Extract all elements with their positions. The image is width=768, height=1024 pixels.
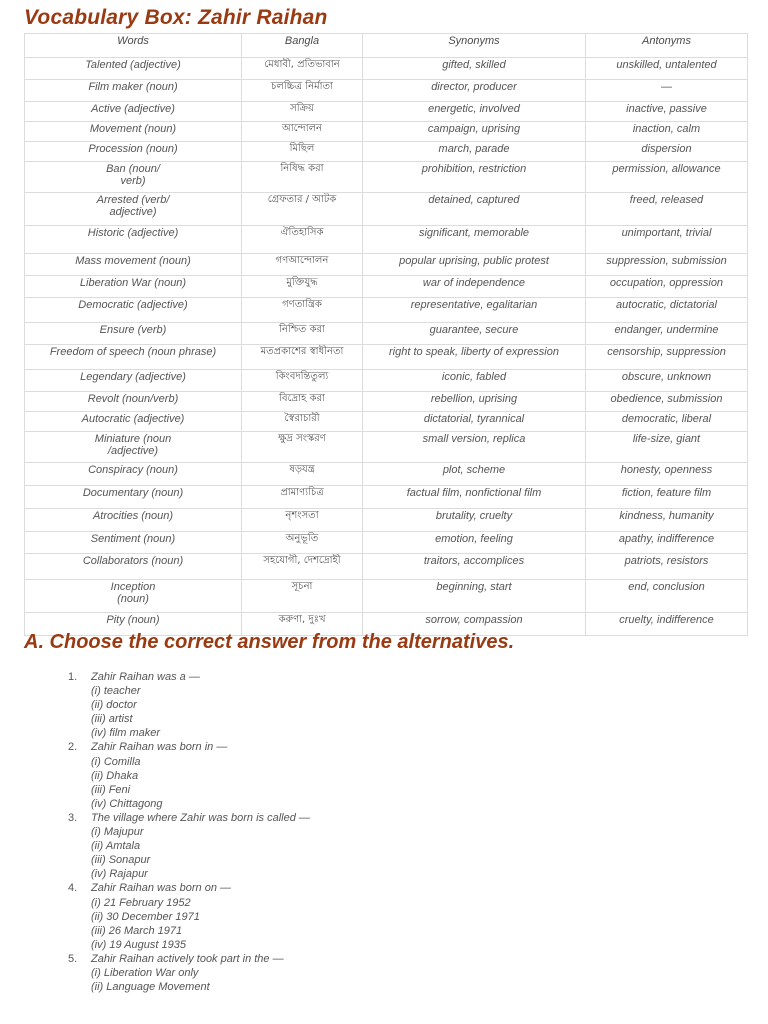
answer-option: (iii) Feni (91, 783, 131, 796)
answer-option: (i) Liberation War only (91, 966, 199, 979)
cell-antonyms: obedience, submission (586, 392, 748, 412)
table-row (25, 463, 748, 486)
cell-antonyms: dispersion (586, 142, 748, 162)
table-row (25, 142, 748, 162)
cell-word: Active (adjective) (25, 102, 242, 122)
cell-synonyms: emotion, feeling (363, 532, 586, 554)
table-row (25, 276, 748, 298)
cell-antonyms: inaction, calm (586, 122, 748, 142)
answer-option: (iv) Chittagong (91, 797, 163, 810)
table-row (25, 432, 748, 463)
page-title: Vocabulary Box: Zahir Raihan (24, 6, 328, 29)
cell-synonyms: factual film, nonfictional film (363, 486, 586, 509)
cell-word: Democratic (adjective) (25, 298, 242, 323)
cell-word: Ban (noun/ verb) (25, 162, 242, 193)
cell-bangla: মেধাবী, প্রতিভাবান (242, 58, 363, 80)
cell-bangla: বিদ্রোহ করা (242, 392, 363, 412)
cell-antonyms: obscure, unknown (586, 370, 748, 392)
question-number: 4. (68, 882, 78, 895)
answer-option: (iv) film maker (91, 727, 161, 740)
cell-synonyms: sorrow, compassion (363, 613, 586, 636)
answer-option: (iv) 19 August 1935 (91, 938, 186, 951)
section-a-heading: A. Choose the correct answer from the alternatives. (24, 631, 515, 653)
cell-bangla: সক্রিয় (242, 102, 363, 122)
cell-word: Revolt (noun/verb) (25, 392, 242, 412)
question-item (68, 740, 310, 810)
cell-word: Historic (adjective) (25, 226, 242, 254)
cell-bangla: সহযোগী, দেশদ্রোহী (242, 554, 363, 580)
cell-bangla: গণআন্দোলন (242, 254, 363, 276)
header-bangla: Bangla (242, 34, 363, 58)
table-row (25, 226, 748, 254)
cell-antonyms: — (586, 80, 748, 102)
cell-word: Film maker (noun) (25, 80, 242, 102)
question-number: 1. (68, 671, 78, 683)
answer-option: (iii) Sonapur (91, 854, 151, 867)
header-synonyms: Synonyms (363, 34, 586, 58)
cell-word: Mass movement (noun) (25, 254, 242, 276)
question-item (68, 670, 310, 740)
table-row (25, 323, 748, 345)
answer-option: (ii) Language Movement (91, 981, 210, 994)
answer-option: (ii) Amtala (91, 840, 141, 853)
cell-synonyms: march, parade (363, 142, 586, 162)
question-number: 2. (68, 741, 78, 754)
answer-option: (iii) artist (91, 713, 133, 726)
cell-antonyms: patriots, resistors (586, 554, 748, 580)
cell-bangla: প্রামাণ্যচিত্র (242, 486, 363, 509)
cell-synonyms: significant, memorable (363, 226, 586, 254)
cell-word: Legendary (adjective) (25, 370, 242, 392)
table-row (25, 58, 748, 80)
cell-bangla: অনুভূতি (242, 532, 363, 554)
table-row (25, 102, 748, 122)
answer-option: (i) Comilla (91, 755, 141, 768)
question-item (68, 952, 310, 994)
cell-synonyms: guarantee, secure (363, 323, 586, 345)
cell-antonyms: unskilled, untalented (586, 58, 748, 80)
question-text: Zahir Raihan was a — (91, 671, 200, 683)
cell-bangla: নিষিদ্ধ করা (242, 162, 363, 193)
table-row (25, 392, 748, 412)
table-row (25, 532, 748, 554)
question-item (68, 811, 310, 881)
question-item (68, 881, 310, 951)
cell-word: Freedom of speech (noun phrase) (25, 345, 242, 370)
cell-word: Procession (noun) (25, 142, 242, 162)
cell-bangla: মিছিল (242, 142, 363, 162)
cell-synonyms: traitors, accomplices (363, 554, 586, 580)
cell-synonyms: energetic, involved (363, 102, 586, 122)
cell-synonyms: iconic, fabled (363, 370, 586, 392)
cell-antonyms: suppression, submission (586, 254, 748, 276)
cell-word: Miniature (noun /adjective) (25, 432, 242, 463)
cell-word: Inception (noun) (25, 580, 242, 613)
cell-synonyms: detained, captured (363, 193, 586, 226)
table-row (25, 509, 748, 532)
cell-antonyms: permission, allowance (586, 162, 748, 193)
cell-word: Movement (noun) (25, 122, 242, 142)
table-row (25, 162, 748, 193)
table-row (25, 486, 748, 509)
cell-word: Conspiracy (noun) (25, 463, 242, 486)
answer-option: (i) teacher (91, 685, 141, 698)
table-row (25, 80, 748, 102)
cell-bangla: নিশ্চিত করা (242, 323, 363, 345)
cell-antonyms: freed, released (586, 193, 748, 226)
answer-option: (i) 21 February 1952 (91, 896, 191, 909)
cell-antonyms: end, conclusion (586, 580, 748, 613)
cell-synonyms: representative, egalitarian (363, 298, 586, 323)
table-row (25, 345, 748, 370)
cell-synonyms: plot, scheme (363, 463, 586, 486)
cell-word: Sentiment (noun) (25, 532, 242, 554)
cell-bangla: নৃশংসতা (242, 509, 363, 532)
table-row (25, 122, 748, 142)
cell-word: Autocratic (adjective) (25, 412, 242, 432)
cell-bangla: গ্রেফতার / আটক (242, 193, 363, 226)
cell-synonyms: rebellion, uprising (363, 392, 586, 412)
cell-antonyms: life-size, giant (586, 432, 748, 463)
cell-antonyms: censorship, suppression (586, 345, 748, 370)
cell-synonyms: beginning, start (363, 580, 586, 613)
cell-bangla: ঐতিহাসিক (242, 226, 363, 254)
table-row (25, 554, 748, 580)
cell-word: Collaborators (noun) (25, 554, 242, 580)
question-text: Zahir Raihan was born in — (91, 741, 228, 754)
cell-synonyms: war of independence (363, 276, 586, 298)
cell-bangla: ক্ষুদ্র সংস্করণ (242, 432, 363, 463)
cell-antonyms: fiction, feature film (586, 486, 748, 509)
cell-antonyms: kindness, humanity (586, 509, 748, 532)
cell-antonyms: unimportant, trivial (586, 226, 748, 254)
cell-bangla: মুক্তিযুদ্ধ (242, 276, 363, 298)
cell-bangla: সূচনা (242, 580, 363, 613)
question-text: The village where Zahir was born is called — (91, 811, 310, 824)
header-antonyms: Antonyms (586, 34, 748, 58)
cell-antonyms: democratic, liberal (586, 412, 748, 432)
cell-word: Atrocities (noun) (25, 509, 242, 532)
cell-antonyms: honesty, openness (586, 463, 748, 486)
cell-bangla: গণতান্ত্রিক (242, 298, 363, 323)
cell-antonyms: apathy, indifference (586, 532, 748, 554)
cell-synonyms: gifted, skilled (363, 58, 586, 80)
question-number: 3. (68, 811, 78, 824)
cell-synonyms: campaign, uprising (363, 122, 586, 142)
cell-bangla: চলচ্চিত্র নির্মাতা (242, 80, 363, 102)
question-number: 5. (68, 952, 78, 965)
cell-synonyms: brutality, cruelty (363, 509, 586, 532)
cell-antonyms: occupation, oppression (586, 276, 748, 298)
table-row (25, 254, 748, 276)
cell-synonyms: small version, replica (363, 432, 586, 463)
cell-bangla: মতপ্রকাশের স্বাধীনতা (242, 345, 363, 370)
vocabulary-table-body (25, 58, 748, 636)
table-header-row (25, 34, 748, 58)
question-text: Zahir Raihan was born on — (91, 882, 232, 895)
answer-option: (iii) 26 March 1971 (91, 924, 183, 937)
question-list (68, 670, 310, 994)
cell-word: Pity (noun) (25, 613, 242, 636)
cell-synonyms: prohibition, restriction (363, 162, 586, 193)
cell-antonyms: autocratic, dictatorial (586, 298, 748, 323)
cell-synonyms: director, producer (363, 80, 586, 102)
table-row (25, 298, 748, 323)
cell-antonyms: inactive, passive (586, 102, 748, 122)
cell-synonyms: popular uprising, public protest (363, 254, 586, 276)
cell-word: Ensure (verb) (25, 323, 242, 345)
cell-bangla: করুণা, দুঃখ (242, 613, 363, 636)
cell-bangla: আন্দোলন (242, 122, 363, 142)
cell-word: Talented (adjective) (25, 58, 242, 80)
header-words: Words (25, 34, 242, 58)
table-row (25, 370, 748, 392)
cell-bangla: কিংবদন্তিতুল্য (242, 370, 363, 392)
answer-option: (ii) Dhaka (91, 769, 139, 782)
cell-word: Arrested (verb/ adjective) (25, 193, 242, 226)
cell-antonyms: cruelty, indifference (586, 613, 748, 636)
vocabulary-table (24, 33, 748, 636)
question-text: Zahir Raihan actively took part in the — (91, 952, 284, 965)
cell-antonyms: endanger, undermine (586, 323, 748, 345)
table-row (25, 193, 748, 226)
cell-bangla: ষড়যন্ত্র (242, 463, 363, 486)
table-row (25, 412, 748, 432)
answer-option: (iv) Rajapur (91, 868, 148, 881)
cell-word: Documentary (noun) (25, 486, 242, 509)
answer-option: (ii) 30 December 1971 (91, 910, 200, 923)
table-row (25, 580, 748, 613)
answer-option: (ii) doctor (91, 699, 137, 712)
cell-synonyms: dictatorial, tyrannical (363, 412, 586, 432)
cell-synonyms: right to speak, liberty of expression (363, 345, 586, 370)
answer-option: (i) Majupur (91, 826, 144, 839)
cell-word: Liberation War (noun) (25, 276, 242, 298)
cell-bangla: স্বৈরাচারী (242, 412, 363, 432)
